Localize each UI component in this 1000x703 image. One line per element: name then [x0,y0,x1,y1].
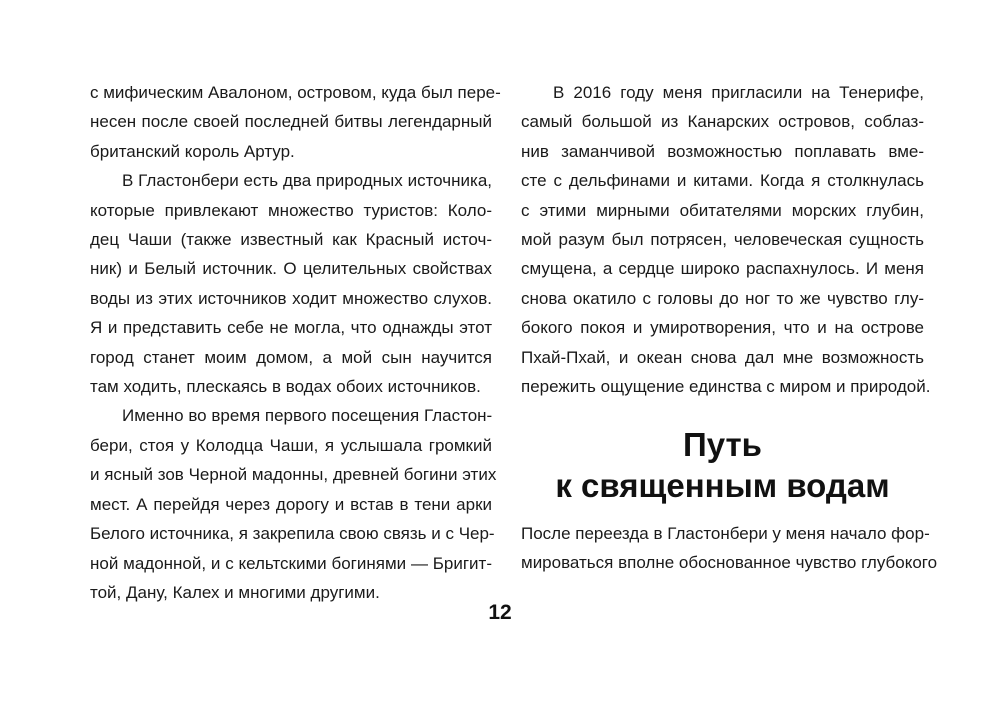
section-heading [521,424,924,506]
text-line: дец Чаши (также известный как Красный источ- [90,230,492,250]
text-line: мой разум был потрясен, человеческая сущность [521,230,924,250]
text-line: и ясный зов Черной мадонны, древней богини этих [90,465,497,485]
text-line: нив заманчивой возможностью поплавать вме- [521,141,924,161]
text-line: несен после своей последней битвы легендарный [90,112,492,132]
text-line: снова окатило с головы до ног то же чувство глу- [521,288,924,308]
text-line: После переезда в Гластонбери у меня начало фор- [521,524,930,543]
text-line: пережить ощущение единства с миром и природой. [521,377,931,397]
text-line: В Гластонбери есть два природных источника, [122,171,492,191]
text-line: с мифическим Авалоном, островом, куда был пере- [90,83,501,102]
right-column [521,78,931,401]
left-column [90,78,501,607]
text-line: город станет моим домом, а мой сын научится [90,347,492,367]
text-line: смущена, а сердце широко распахнулось. И меня [521,259,924,279]
text-line: которые привлекают множество туристов: Коло- [90,200,492,220]
text-line: бери, стоя у Колодца Чаши, я услышала громкий [90,435,492,455]
text-line: британский король Артур. [90,141,295,161]
text-line: мироваться вполне обоснованное чувство глубокого [521,553,938,573]
page-number: 12 [488,601,512,624]
text-line: с этими мирными обитателями морских глубин, [521,200,924,220]
text-line: ник) и Белый источник. О целительных свойствах [90,259,492,279]
text-line: В 2016 году меня пригласили на Тенерифе, [553,83,924,102]
text-line: там ходить, плескаясь в водах обоих источников. [90,377,481,397]
text-line: мест. А перейдя через дорогу и встав в тени арки [90,494,492,514]
text-line: ной мадонной, и с кельтскими богинями — Бригит- [90,553,492,573]
text-line: воды из этих источников ходит множество слухов. [90,288,492,308]
text-line: Я и представить себе не могла, что однажды этот [90,318,492,338]
text-line: самый большой из Канарских островов, соблаз- [521,112,924,132]
text-line: Белого источника, я закрепила свою связь и с Чер- [90,524,495,544]
text-line: Именно во время первого посещения Гластон- [122,406,493,426]
text-line: той, Дану, Калех и многими другими. [90,582,380,602]
section-heading-line: к священным водам [555,467,890,504]
right-column-continued [521,519,938,578]
section-heading-line: Путь [683,426,762,463]
text-line: бокого покоя и умиротворения, что и на острове [521,318,924,338]
text-line: Пхай-Пхай, и океан снова дал мне возможность [521,347,924,367]
text-line: сте с дельфинами и китами. Когда я столкнулась [521,171,924,191]
